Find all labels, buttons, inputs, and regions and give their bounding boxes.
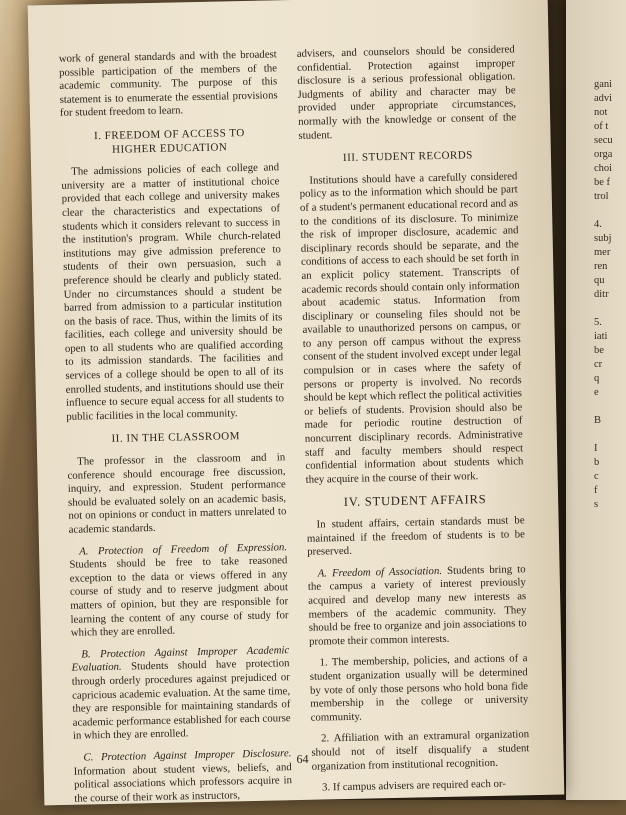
edge-text-fragment: b xyxy=(594,457,600,468)
continuation-paragraph: advisers, and counselors should be considered confidential. Protection against improper disclosure is a serious professional obligation. Judgments of ability and character may be provided under appropriate circumstances, normally with the knowledge or consent of the student. xyxy=(296,43,517,142)
subsection-paragraph xyxy=(69,541,289,641)
subsection-heading: A. Freedom of Association. xyxy=(317,564,443,580)
edge-text-fragment: e xyxy=(594,387,599,398)
edge-text-fragment: advi xyxy=(594,93,613,104)
edge-text-fragment xyxy=(566,302,626,316)
subsection-text: Information about student views, beliefs, and political associations which professors acquire in the course of their work as instructors, xyxy=(73,760,293,805)
edge-text-fragment: mer xyxy=(594,247,611,258)
subsection-paragraph xyxy=(308,563,528,649)
edge-text-fragment: subj xyxy=(594,233,612,244)
section-heading-student-records: III. STUDENT RECORDS xyxy=(342,149,473,165)
edge-text-fragment: trol xyxy=(594,191,609,202)
edge-text-fragment: B xyxy=(594,415,602,426)
section-paragraph: Institutions should have a carefully considered policy as to the information which should be part of a student's permanent educational record and as to the conditions of its disclosure. To minimize the risk of improper disclosure, academic and disciplinary records should be separate, and the conditions of access to each should be set forth in an explicit policy statement. Transcripts of academic records should contain only information about academic status. Information from disciplinary or counseling files should not be available to unauthorized persons on campus, or to any person off campus without the express consent of the student involved except under legal compulsion or in cases where the safety of persons or property is involved. No records should be kept which reflect the political activities or beliefs of students. Provision should also be made for periodic routine destruction of noncurrent disciplinary records. Administrative staff and faculty members should respect confidential information about students which they acquire in the course of their work. xyxy=(299,170,524,486)
page-number: 64 xyxy=(296,751,309,767)
subsection-heading: B. Protection Against Improper Academic Evaluation. xyxy=(71,643,290,675)
right-column xyxy=(297,43,531,803)
edge-text-fragment: gani xyxy=(594,79,613,90)
section-paragraph: The admissions policies of each college and university are a matter of institutional choice provided that each college and university makes clear the characteristics and expectations of students which it considers relevant to success in the institution's program. While church-related institutions may give admission preference to students of their own persuasion, such a preference should be clearly and publicly stated. Under no circumstances should a student be barred from admission to a particular institution on the basis of race. Thus, within the limits of its facilities, each college and university should be open to all students who are qualified according to its admission standards. The facilities and services of a college should be open to all of its enrolled students, and institutions should use their influence to secure equal access for all students to public facilities in the local community. xyxy=(61,161,285,423)
edge-text-fragment: be xyxy=(594,345,604,356)
edge-text-fragment: orga xyxy=(594,149,613,160)
edge-text-fragment: I xyxy=(594,443,598,454)
section-paragraph: In student affairs, certain standards must be maintained if the freedom of students is to be preserved. xyxy=(306,514,525,558)
edge-text-fragment: secu xyxy=(594,135,613,146)
subsection-text: Students should have protection through orderly procedures against prejudiced or capricious academic evaluation. At the same time, they are responsible for maintaining standards of academic performance established for each course in which they are enrolled. xyxy=(71,657,291,743)
edge-text-fragment xyxy=(566,204,626,218)
intro-paragraph: work of general standards and with the broadest possible participation of the members of the academic community. The purpose of this statement is to enumerate the essential provisions for student freedom to learn. xyxy=(58,48,278,120)
numbered-item: 3. If campus advisers are required each or- xyxy=(321,777,507,794)
edge-text-fragment: not xyxy=(594,107,608,118)
section-heading-student-affairs: IV. STUDENT AFFAIRS xyxy=(343,492,487,510)
edge-text-fragment xyxy=(566,428,626,442)
left-column xyxy=(59,48,293,814)
subsection-heading: A. Protection of Freedom of Expression. xyxy=(78,540,288,558)
edge-text-fragment: s xyxy=(594,499,599,510)
edge-text-fragment: ren xyxy=(594,261,608,272)
edge-text-fragment: q xyxy=(594,373,600,384)
subsection-paragraph xyxy=(73,747,292,806)
edge-text-fragment: 4. xyxy=(594,219,602,230)
section-heading-freedom-of-access xyxy=(60,126,279,158)
edge-text-fragment: c xyxy=(594,471,599,482)
book-page xyxy=(28,0,565,805)
edge-text-fragment: ditr xyxy=(594,289,609,300)
edge-text-fragment: 5. xyxy=(594,317,602,328)
section-paragraph: The professor in the classroom and in conference should encourage free discussion, inquiry, and expression. Student performance should be evaluated solely on an academic basis, not on opinions or conduct in matters unrelated to academic standards. xyxy=(67,451,287,536)
subsection-text: Students should be free to take reasoned exception to the data or views offered in any course of study and to reserve judgment about matters of opinion, but they are responsible for learning the content of any course of study for which they are enrolled. xyxy=(69,554,289,639)
numbered-item: 1. The membership, policies, and actions of a student organization usually will be determined by vote of only those persons who hold bona fide membership in the college or university community. xyxy=(309,652,529,724)
edge-text-fragment: be f xyxy=(594,177,611,188)
edge-text-fragment: choi xyxy=(594,163,613,174)
numbered-item: 2. Affiliation with an extramural organization should not of itself disqualify a student organization from institutional recognition. xyxy=(311,728,530,773)
section-heading-line: HIGHER EDUCATION xyxy=(111,140,228,156)
edge-text-fragment: cr xyxy=(594,359,603,370)
subsection-text: Students bring to the campus a variety of interest previously acquired and develop many new interests as members of the academic community. They should be free to organize and join associations to promote their common interests. xyxy=(307,563,527,648)
edge-text-fragment: of t xyxy=(594,121,609,132)
subsection-heading: C. Protection Against Improper Disclosure. xyxy=(83,747,292,764)
edge-text-fragment: qu xyxy=(594,275,605,286)
edge-text-fragment: f xyxy=(594,485,598,496)
next-page-edge xyxy=(566,0,626,800)
section-heading-line: I. FREEDOM OF ACCESS TO xyxy=(93,126,245,143)
subsection-paragraph xyxy=(71,644,291,744)
edge-text-fragment xyxy=(566,400,626,414)
edge-text-fragment: iati xyxy=(594,331,608,342)
section-heading-classroom: II. IN THE CLASSROOM xyxy=(111,430,241,446)
